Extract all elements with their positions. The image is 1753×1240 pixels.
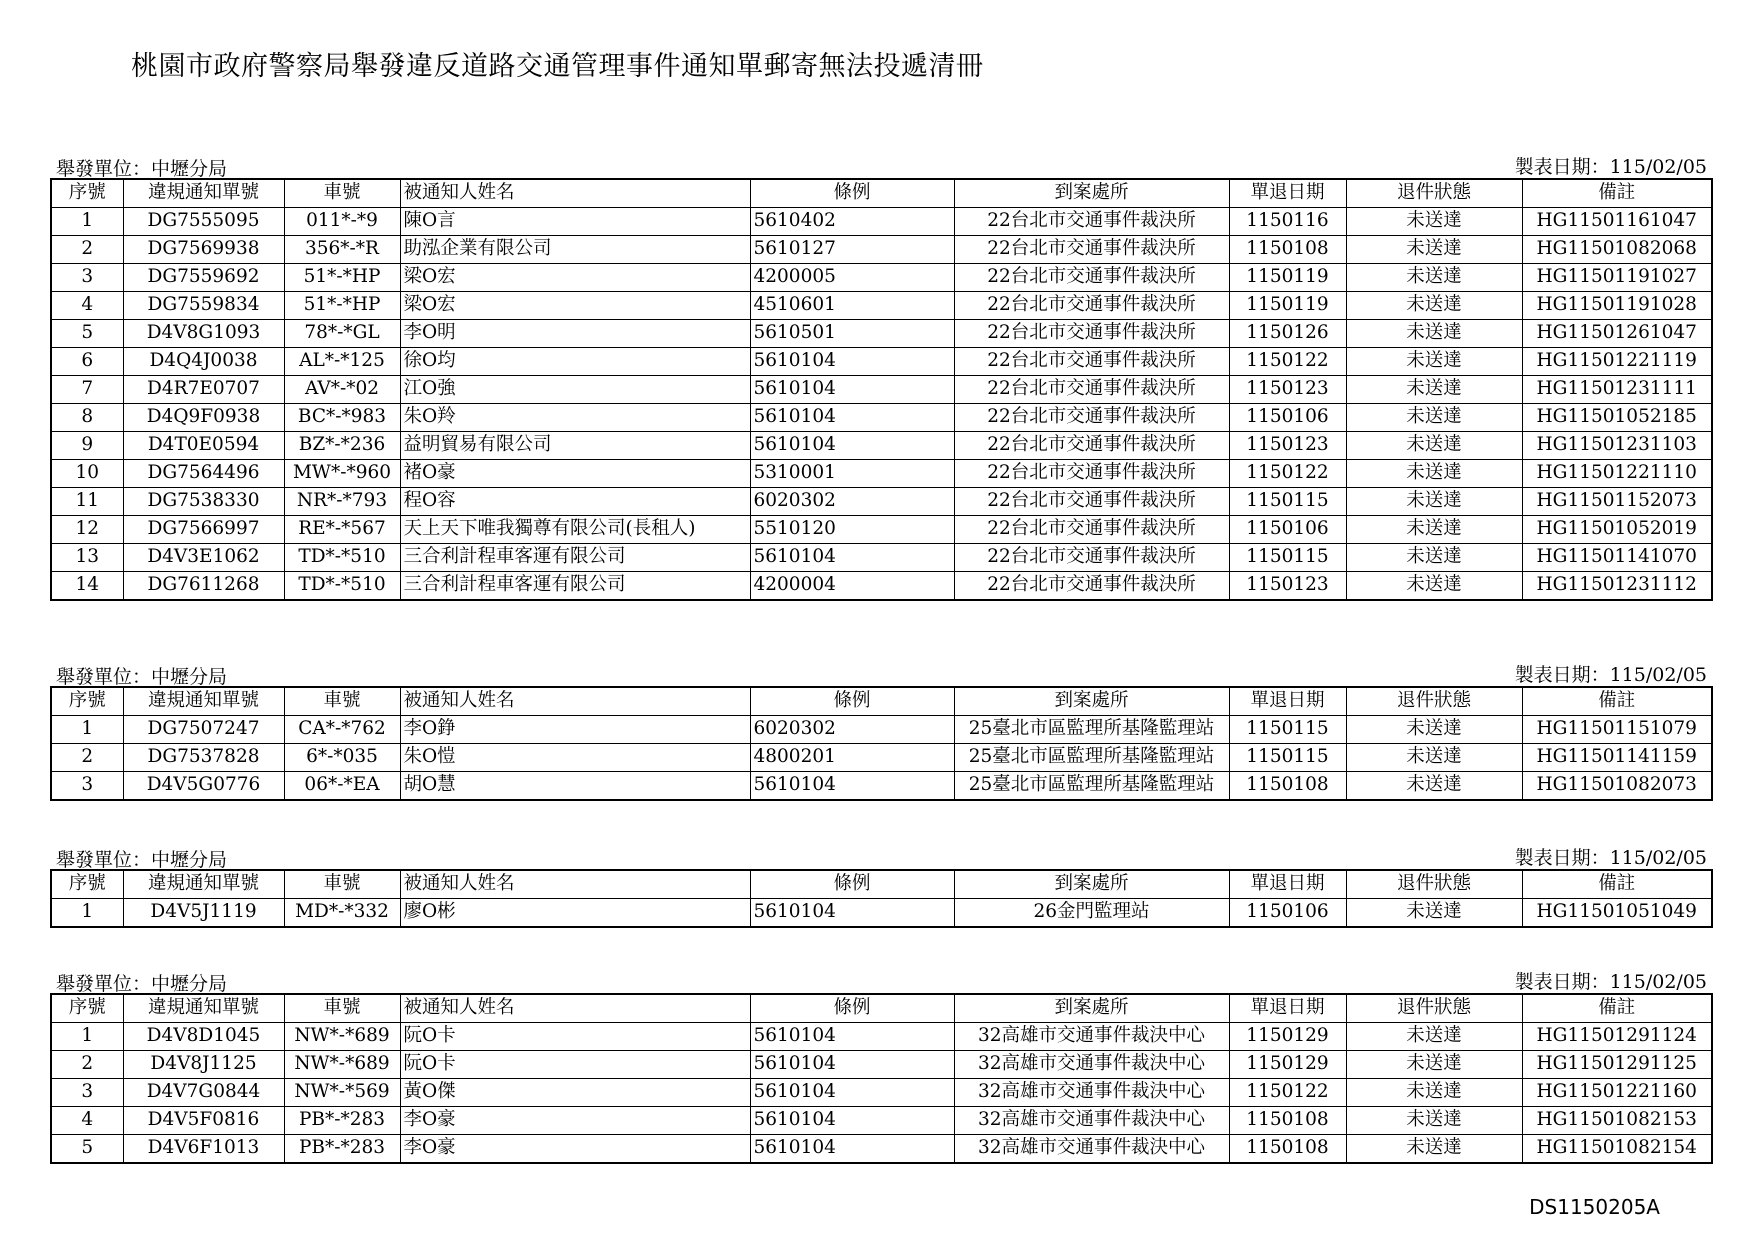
table-row [51, 572, 1712, 601]
col-ticket-no: D4V3E1062 [123, 544, 284, 572]
col-return-status: 未送達 [1346, 292, 1522, 320]
col-note: HG11501161047 [1522, 208, 1712, 236]
column-header-venue: 到案處所 [954, 994, 1229, 1023]
col-return-date: 1150116 [1229, 208, 1346, 236]
col-return-date: 1150126 [1229, 320, 1346, 348]
column-header-recipient: 被通知人姓名 [400, 994, 750, 1023]
col-seq: 1 [51, 716, 123, 744]
column-header-plate: 車號 [284, 994, 400, 1023]
column-header-ticket-no: 違規通知單號 [123, 870, 284, 899]
table-row [51, 236, 1712, 264]
col-venue: 22台北市交通事件裁決所 [954, 348, 1229, 376]
col-return-date: 1150115 [1229, 744, 1346, 772]
col-return-date: 1150119 [1229, 292, 1346, 320]
table-row [51, 772, 1712, 801]
list-section [50, 967, 1711, 1164]
col-return-status: 未送達 [1346, 516, 1522, 544]
col-note: HG11501082068 [1522, 236, 1712, 264]
col-statute: 5610104 [750, 404, 954, 432]
col-note: HG11501152073 [1522, 488, 1712, 516]
column-header-return-date: 單退日期 [1229, 870, 1346, 899]
returned-mail-table [50, 686, 1713, 801]
table-header-row [51, 994, 1712, 1023]
col-seq: 5 [51, 320, 123, 348]
col-seq: 3 [51, 1079, 123, 1107]
col-plate: RE*-*567 [284, 516, 400, 544]
col-recipient: 朱O愷 [400, 744, 750, 772]
col-return-date: 1150106 [1229, 516, 1346, 544]
report-date: 製表日期：115/02/05 [1514, 847, 1707, 869]
issuing-unit: 舉發單位：中壢分局 [56, 666, 228, 688]
col-note: HG11501151079 [1522, 716, 1712, 744]
table-row [51, 516, 1712, 544]
col-recipient: 阮O卡 [400, 1023, 750, 1051]
col-statute: 5610501 [750, 320, 954, 348]
col-note: HG11501052185 [1522, 404, 1712, 432]
issuing-unit: 舉發單位：中壢分局 [56, 158, 228, 180]
col-seq: 6 [51, 348, 123, 376]
col-return-date: 1150108 [1229, 236, 1346, 264]
document-code: DS1150205A [1529, 1195, 1660, 1219]
col-venue: 25臺北市區監理所基隆監理站 [954, 744, 1229, 772]
col-venue: 22台北市交通事件裁決所 [954, 208, 1229, 236]
col-return-status: 未送達 [1346, 1023, 1522, 1051]
col-ticket-no: DG7507247 [123, 716, 284, 744]
col-statute: 4200004 [750, 572, 954, 601]
column-header-recipient: 被通知人姓名 [400, 870, 750, 899]
col-seq: 4 [51, 292, 123, 320]
col-recipient: 李O豪 [400, 1135, 750, 1164]
col-venue: 32高雄市交通事件裁決中心 [954, 1107, 1229, 1135]
column-header-return-date: 單退日期 [1229, 994, 1346, 1023]
column-header-return-status: 退件狀態 [1346, 687, 1522, 716]
col-plate: TD*-*510 [284, 544, 400, 572]
report-date: 製表日期：115/02/05 [1514, 971, 1707, 993]
col-recipient: 黃O傑 [400, 1079, 750, 1107]
col-note: HG11501141159 [1522, 744, 1712, 772]
col-seq: 2 [51, 1051, 123, 1079]
col-seq: 1 [51, 1023, 123, 1051]
col-return-status: 未送達 [1346, 1135, 1522, 1164]
col-venue: 22台北市交通事件裁決所 [954, 488, 1229, 516]
column-header-venue: 到案處所 [954, 870, 1229, 899]
table-row [51, 208, 1712, 236]
column-header-return-status: 退件狀態 [1346, 870, 1522, 899]
col-plate: 51*-*HP [284, 264, 400, 292]
col-statute: 6020302 [750, 488, 954, 516]
col-return-date: 1150108 [1229, 1135, 1346, 1164]
col-plate: 6*-*035 [284, 744, 400, 772]
col-statute: 5610104 [750, 1051, 954, 1079]
col-venue: 25臺北市區監理所基隆監理站 [954, 772, 1229, 801]
column-header-plate: 車號 [284, 870, 400, 899]
col-plate: 78*-*GL [284, 320, 400, 348]
table-row [51, 460, 1712, 488]
col-statute: 6020302 [750, 716, 954, 744]
col-note: HG11501141070 [1522, 544, 1712, 572]
col-plate: NW*-*689 [284, 1051, 400, 1079]
column-header-plate: 車號 [284, 687, 400, 716]
col-return-date: 1150108 [1229, 1107, 1346, 1135]
section-header [50, 152, 1711, 178]
col-ticket-no: D4V8D1045 [123, 1023, 284, 1051]
col-statute: 4200005 [750, 264, 954, 292]
col-return-status: 未送達 [1346, 376, 1522, 404]
col-recipient: 胡O慧 [400, 772, 750, 801]
col-plate: TD*-*510 [284, 572, 400, 601]
col-ticket-no: D4T0E0594 [123, 432, 284, 460]
col-return-date: 1150122 [1229, 348, 1346, 376]
col-plate: AL*-*125 [284, 348, 400, 376]
col-return-date: 1150115 [1229, 544, 1346, 572]
table-header-row [51, 870, 1712, 899]
table-row [51, 432, 1712, 460]
col-seq: 2 [51, 236, 123, 264]
returned-mail-table [50, 178, 1713, 601]
table-row [51, 899, 1712, 928]
col-statute: 5610104 [750, 899, 954, 928]
col-venue: 26金門監理站 [954, 899, 1229, 928]
col-plate: NW*-*569 [284, 1079, 400, 1107]
col-ticket-no: D4V7G0844 [123, 1079, 284, 1107]
col-seq: 7 [51, 376, 123, 404]
column-header-seq: 序號 [51, 687, 123, 716]
col-ticket-no: D4V6F1013 [123, 1135, 284, 1164]
list-section [50, 660, 1711, 801]
col-return-status: 未送達 [1346, 208, 1522, 236]
col-return-status: 未送達 [1346, 716, 1522, 744]
col-statute: 4510601 [750, 292, 954, 320]
col-return-status: 未送達 [1346, 320, 1522, 348]
table-row [51, 1079, 1712, 1107]
col-ticket-no: D4Q9F0938 [123, 404, 284, 432]
section-header [50, 843, 1711, 869]
col-note: HG11501082154 [1522, 1135, 1712, 1164]
col-recipient: 陳O言 [400, 208, 750, 236]
col-plate: 011*-*9 [284, 208, 400, 236]
col-venue: 22台北市交通事件裁決所 [954, 460, 1229, 488]
col-venue: 32高雄市交通事件裁決中心 [954, 1051, 1229, 1079]
col-ticket-no: DG7566997 [123, 516, 284, 544]
col-recipient: 天上天下唯我獨尊有限公司(長租人) [400, 516, 750, 544]
col-note: HG11501191028 [1522, 292, 1712, 320]
column-header-note: 備註 [1522, 994, 1712, 1023]
col-statute: 5310001 [750, 460, 954, 488]
table-row [51, 544, 1712, 572]
col-note: HG11501082153 [1522, 1107, 1712, 1135]
table-row [51, 348, 1712, 376]
column-header-seq: 序號 [51, 994, 123, 1023]
column-header-recipient: 被通知人姓名 [400, 179, 750, 208]
col-note: HG11501221110 [1522, 460, 1712, 488]
col-statute: 5610104 [750, 1079, 954, 1107]
document-title: 桃園市政府警察局舉發違反道路交通管理事件通知單郵寄無法投遞清冊 [131, 51, 984, 82]
col-seq: 5 [51, 1135, 123, 1164]
col-seq: 10 [51, 460, 123, 488]
col-venue: 22台北市交通事件裁決所 [954, 320, 1229, 348]
col-plate: AV*-*02 [284, 376, 400, 404]
section-header [50, 967, 1711, 993]
column-header-return-date: 單退日期 [1229, 687, 1346, 716]
col-ticket-no: DG7564496 [123, 460, 284, 488]
column-header-statute: 條例 [750, 870, 954, 899]
list-section [50, 152, 1711, 601]
col-plate: BC*-*983 [284, 404, 400, 432]
col-note: HG11501052019 [1522, 516, 1712, 544]
col-statute: 5610104 [750, 1023, 954, 1051]
col-ticket-no: DG7569938 [123, 236, 284, 264]
col-recipient: 李O錚 [400, 716, 750, 744]
column-header-seq: 序號 [51, 179, 123, 208]
col-return-date: 1150122 [1229, 1079, 1346, 1107]
col-return-status: 未送達 [1346, 572, 1522, 601]
column-header-statute: 條例 [750, 994, 954, 1023]
col-return-status: 未送達 [1346, 432, 1522, 460]
col-statute: 5610104 [750, 1135, 954, 1164]
col-plate: 06*-*EA [284, 772, 400, 801]
table-header-row [51, 687, 1712, 716]
col-venue: 25臺北市區監理所基隆監理站 [954, 716, 1229, 744]
col-note: HG11501291125 [1522, 1051, 1712, 1079]
col-return-date: 1150108 [1229, 772, 1346, 801]
col-venue: 22台北市交通事件裁決所 [954, 376, 1229, 404]
col-venue: 22台北市交通事件裁決所 [954, 236, 1229, 264]
column-header-recipient: 被通知人姓名 [400, 687, 750, 716]
col-ticket-no: DG7559692 [123, 264, 284, 292]
col-ticket-no: D4V5G0776 [123, 772, 284, 801]
issuing-unit: 舉發單位：中壢分局 [56, 849, 228, 871]
col-recipient: 三合利計程車客運有限公司 [400, 572, 750, 601]
column-header-ticket-no: 違規通知單號 [123, 179, 284, 208]
col-venue: 22台北市交通事件裁決所 [954, 544, 1229, 572]
column-header-seq: 序號 [51, 870, 123, 899]
table-row [51, 716, 1712, 744]
col-ticket-no: D4Q4J0038 [123, 348, 284, 376]
col-plate: NW*-*689 [284, 1023, 400, 1051]
col-recipient: 阮O卡 [400, 1051, 750, 1079]
col-ticket-no: D4V5J1119 [123, 899, 284, 928]
col-seq: 1 [51, 899, 123, 928]
col-return-date: 1150123 [1229, 376, 1346, 404]
col-seq: 9 [51, 432, 123, 460]
col-plate: PB*-*283 [284, 1135, 400, 1164]
column-header-venue: 到案處所 [954, 687, 1229, 716]
col-statute: 5610104 [750, 348, 954, 376]
col-ticket-no: DG7611268 [123, 572, 284, 601]
col-note: HG11501221160 [1522, 1079, 1712, 1107]
col-statute: 5610104 [750, 376, 954, 404]
col-statute: 4800201 [750, 744, 954, 772]
section-header [50, 660, 1711, 686]
col-plate: BZ*-*236 [284, 432, 400, 460]
col-venue: 22台北市交通事件裁決所 [954, 404, 1229, 432]
col-statute: 5610104 [750, 772, 954, 801]
column-header-plate: 車號 [284, 179, 400, 208]
col-venue: 22台北市交通事件裁決所 [954, 432, 1229, 460]
col-return-date: 1150106 [1229, 899, 1346, 928]
col-return-status: 未送達 [1346, 348, 1522, 376]
col-plate: NR*-*793 [284, 488, 400, 516]
col-recipient: 江O強 [400, 376, 750, 404]
col-venue: 32高雄市交通事件裁決中心 [954, 1135, 1229, 1164]
col-plate: MW*-*960 [284, 460, 400, 488]
col-recipient: 徐O均 [400, 348, 750, 376]
column-header-return-status: 退件狀態 [1346, 994, 1522, 1023]
col-note: HG11501231111 [1522, 376, 1712, 404]
col-return-date: 1150129 [1229, 1051, 1346, 1079]
col-return-status: 未送達 [1346, 544, 1522, 572]
col-plate: PB*-*283 [284, 1107, 400, 1135]
col-statute: 5610127 [750, 236, 954, 264]
col-statute: 5610104 [750, 432, 954, 460]
col-return-date: 1150123 [1229, 432, 1346, 460]
col-venue: 22台北市交通事件裁決所 [954, 292, 1229, 320]
col-return-date: 1150115 [1229, 716, 1346, 744]
col-note: HG11501221119 [1522, 348, 1712, 376]
column-header-note: 備註 [1522, 687, 1712, 716]
table-row [51, 320, 1712, 348]
table-row [51, 1107, 1712, 1135]
col-recipient: 李O豪 [400, 1107, 750, 1135]
col-ticket-no: D4V5F0816 [123, 1107, 284, 1135]
col-return-date: 1150122 [1229, 460, 1346, 488]
table-row [51, 1051, 1712, 1079]
col-note: HG11501261047 [1522, 320, 1712, 348]
table-row [51, 292, 1712, 320]
returned-mail-table [50, 993, 1713, 1164]
col-seq: 14 [51, 572, 123, 601]
col-seq: 3 [51, 772, 123, 801]
col-plate: CA*-*762 [284, 716, 400, 744]
col-ticket-no: D4R7E0707 [123, 376, 284, 404]
col-seq: 2 [51, 744, 123, 772]
col-recipient: 益明貿易有限公司 [400, 432, 750, 460]
column-header-note: 備註 [1522, 179, 1712, 208]
col-plate: MD*-*332 [284, 899, 400, 928]
table-row [51, 404, 1712, 432]
col-return-date: 1150129 [1229, 1023, 1346, 1051]
column-header-ticket-no: 違規通知單號 [123, 994, 284, 1023]
col-statute: 5610104 [750, 544, 954, 572]
list-section [50, 843, 1711, 928]
column-header-note: 備註 [1522, 870, 1712, 899]
table-row [51, 488, 1712, 516]
col-venue: 32高雄市交通事件裁決中心 [954, 1023, 1229, 1051]
col-seq: 8 [51, 404, 123, 432]
table-row [51, 1135, 1712, 1164]
col-ticket-no: D4V8J1125 [123, 1051, 284, 1079]
col-recipient: 李O明 [400, 320, 750, 348]
table-row [51, 1023, 1712, 1051]
col-note: HG11501191027 [1522, 264, 1712, 292]
col-plate: 356*-*R [284, 236, 400, 264]
col-note: HG11501051049 [1522, 899, 1712, 928]
col-return-status: 未送達 [1346, 488, 1522, 516]
col-recipient: 廖O彬 [400, 899, 750, 928]
table-row [51, 376, 1712, 404]
col-return-date: 1150119 [1229, 264, 1346, 292]
col-statute: 5610104 [750, 1107, 954, 1135]
col-recipient: 梁O宏 [400, 264, 750, 292]
col-seq: 4 [51, 1107, 123, 1135]
col-seq: 3 [51, 264, 123, 292]
col-return-status: 未送達 [1346, 1079, 1522, 1107]
col-ticket-no: DG7538330 [123, 488, 284, 516]
report-date: 製表日期：115/02/05 [1514, 664, 1707, 686]
col-ticket-no: DG7559834 [123, 292, 284, 320]
col-return-status: 未送達 [1346, 236, 1522, 264]
col-return-status: 未送達 [1346, 404, 1522, 432]
returned-mail-table [50, 869, 1713, 928]
col-note: HG11501231103 [1522, 432, 1712, 460]
col-recipient: 三合利計程車客運有限公司 [400, 544, 750, 572]
column-header-statute: 條例 [750, 687, 954, 716]
col-return-date: 1150123 [1229, 572, 1346, 601]
col-venue: 32高雄市交通事件裁決中心 [954, 1079, 1229, 1107]
col-ticket-no: D4V8G1093 [123, 320, 284, 348]
col-statute: 5610402 [750, 208, 954, 236]
column-header-statute: 條例 [750, 179, 954, 208]
col-ticket-no: DG7537828 [123, 744, 284, 772]
col-seq: 1 [51, 208, 123, 236]
col-seq: 11 [51, 488, 123, 516]
col-return-status: 未送達 [1346, 1107, 1522, 1135]
col-return-status: 未送達 [1346, 460, 1522, 488]
table-row [51, 264, 1712, 292]
column-header-return-date: 單退日期 [1229, 179, 1346, 208]
col-recipient: 褚O豪 [400, 460, 750, 488]
col-venue: 22台北市交通事件裁決所 [954, 572, 1229, 601]
col-return-status: 未送達 [1346, 744, 1522, 772]
column-header-ticket-no: 違規通知單號 [123, 687, 284, 716]
table-header-row [51, 179, 1712, 208]
issuing-unit: 舉發單位：中壢分局 [56, 973, 228, 995]
col-recipient: 程O容 [400, 488, 750, 516]
col-note: HG11501231112 [1522, 572, 1712, 601]
col-venue: 22台北市交通事件裁決所 [954, 264, 1229, 292]
col-ticket-no: DG7555095 [123, 208, 284, 236]
col-return-status: 未送達 [1346, 772, 1522, 801]
col-venue: 22台北市交通事件裁決所 [954, 516, 1229, 544]
col-return-status: 未送達 [1346, 264, 1522, 292]
col-note: HG11501082073 [1522, 772, 1712, 801]
col-return-date: 1150115 [1229, 488, 1346, 516]
col-note: HG11501291124 [1522, 1023, 1712, 1051]
col-seq: 13 [51, 544, 123, 572]
col-statute: 5510120 [750, 516, 954, 544]
column-header-venue: 到案處所 [954, 179, 1229, 208]
col-recipient: 梁O宏 [400, 292, 750, 320]
col-plate: 51*-*HP [284, 292, 400, 320]
col-seq: 12 [51, 516, 123, 544]
col-return-status: 未送達 [1346, 899, 1522, 928]
col-recipient: 助泓企業有限公司 [400, 236, 750, 264]
col-return-date: 1150106 [1229, 404, 1346, 432]
col-recipient: 朱O羚 [400, 404, 750, 432]
column-header-return-status: 退件狀態 [1346, 179, 1522, 208]
report-date: 製表日期：115/02/05 [1514, 156, 1707, 178]
col-return-status: 未送達 [1346, 1051, 1522, 1079]
table-row [51, 744, 1712, 772]
